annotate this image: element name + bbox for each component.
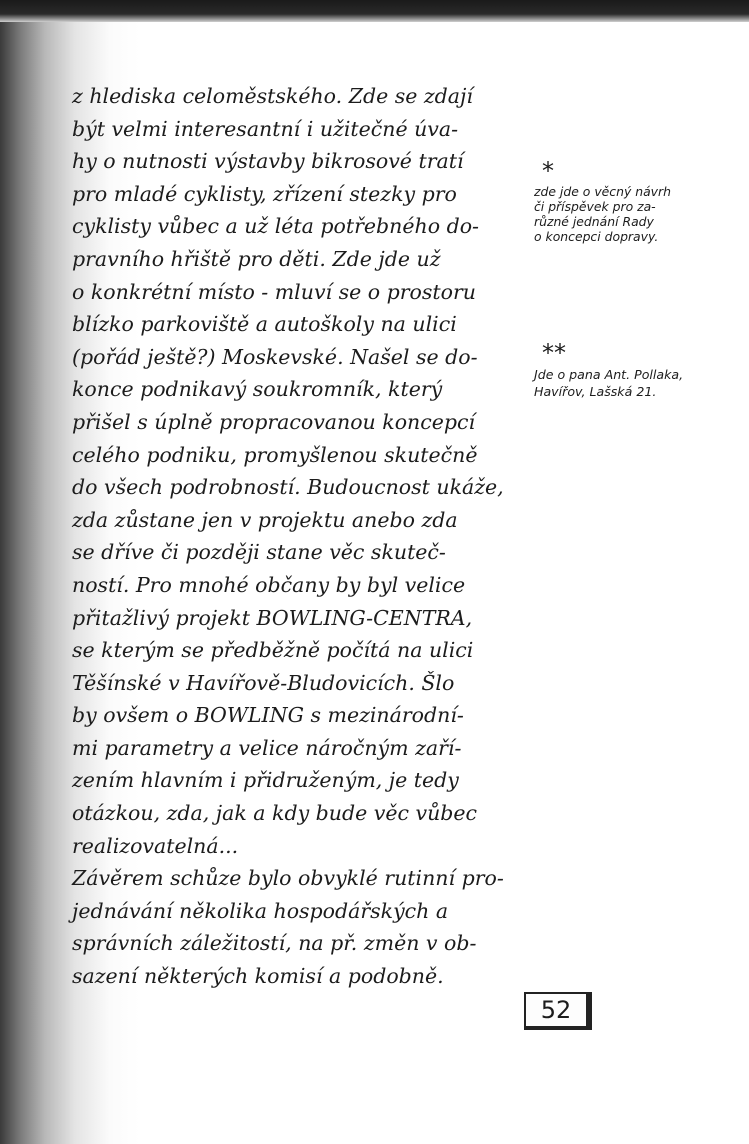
text-line: se dříve či později stane věc skuteč-: [72, 540, 446, 565]
text-line: přišel s úplně propracovanou koncepcí: [72, 409, 476, 434]
note-line: různé jednání Rady: [534, 214, 654, 229]
text-line: ností. Pro mnohé občany by byl velice: [72, 572, 466, 597]
margin-note-double-asterisk: [534, 340, 744, 400]
text-line: realizovatelná...: [72, 833, 239, 858]
text-line: blízko parkoviště a autoškoly na ulici: [72, 312, 457, 337]
text-line: z hlediska celoměstského. Zde se zdají: [72, 84, 473, 108]
text-line: přitažlivý projekt BOWLING-CENTRA,: [72, 605, 473, 630]
text-line: jednávání několika hospodářských a: [72, 898, 449, 923]
note-line: Havířov, Lašská 21.: [534, 384, 657, 399]
text-line: konce podnikavý soukromník, který: [72, 377, 443, 402]
asterisk-mark: *: [542, 157, 554, 185]
page-number: 52: [524, 992, 592, 1030]
text-line: sazení některých komisí a podobně.: [72, 964, 444, 989]
text-line: (pořád ještě?) Moskevské. Našel se do-: [72, 344, 478, 369]
note-line: Jde o pana Ant. Pollaka,: [534, 367, 684, 382]
text-line: se kterým se předběžně počítá na ulici: [72, 638, 474, 663]
text-line: pro mladé cyklisty, zřízení stezky pro: [72, 181, 457, 206]
note-line: zde jde o věcný návrh: [534, 184, 671, 199]
text-line: celého podniku, promyšlenou skutečně: [72, 442, 478, 467]
text-line: Závěrem schůze bylo obvyklé rutinní pro-: [72, 866, 504, 891]
text-line: pravního hřiště pro děti. Zde jde už: [72, 246, 441, 271]
text-line: Těšínské v Havířově-Bludovicích. Šlo: [72, 670, 455, 695]
text-line: cyklisty vůbec a už léta potřebného do-: [72, 214, 479, 239]
text-line: by ovšem o BOWLING s mezinárodní-: [72, 703, 464, 728]
double-asterisk-mark: **: [542, 339, 566, 367]
note-line: či příspěvek pro za-: [534, 199, 656, 214]
scan-top-edge: [0, 0, 749, 22]
text-line: být velmi interesantní i užitečné úva-: [72, 116, 459, 141]
margin-note-single-asterisk: [534, 158, 744, 244]
text-line: zda zůstane jen v projektu anebo zda: [72, 507, 458, 532]
note-line: o koncepci dopravy.: [534, 229, 659, 244]
text-line: zením hlavním i přidruženým, je tedy: [72, 768, 459, 793]
text-line: do všech podrobností. Budoucnost ukáže,: [72, 475, 504, 500]
text-line: o konkrétní místo - mluví se o prostoru: [72, 279, 476, 304]
text-line: otázkou, zda, jak a kdy bude věc vůbec: [72, 801, 478, 826]
text-line: hy o nutnosti výstavby bikrosové tratí: [72, 149, 464, 174]
text-line: správních záležitostí, na př. změn v ob-: [72, 931, 477, 956]
text-line: mi parametry a velice náročným zaří-: [72, 735, 462, 760]
handwritten-main-text: [72, 80, 532, 993]
